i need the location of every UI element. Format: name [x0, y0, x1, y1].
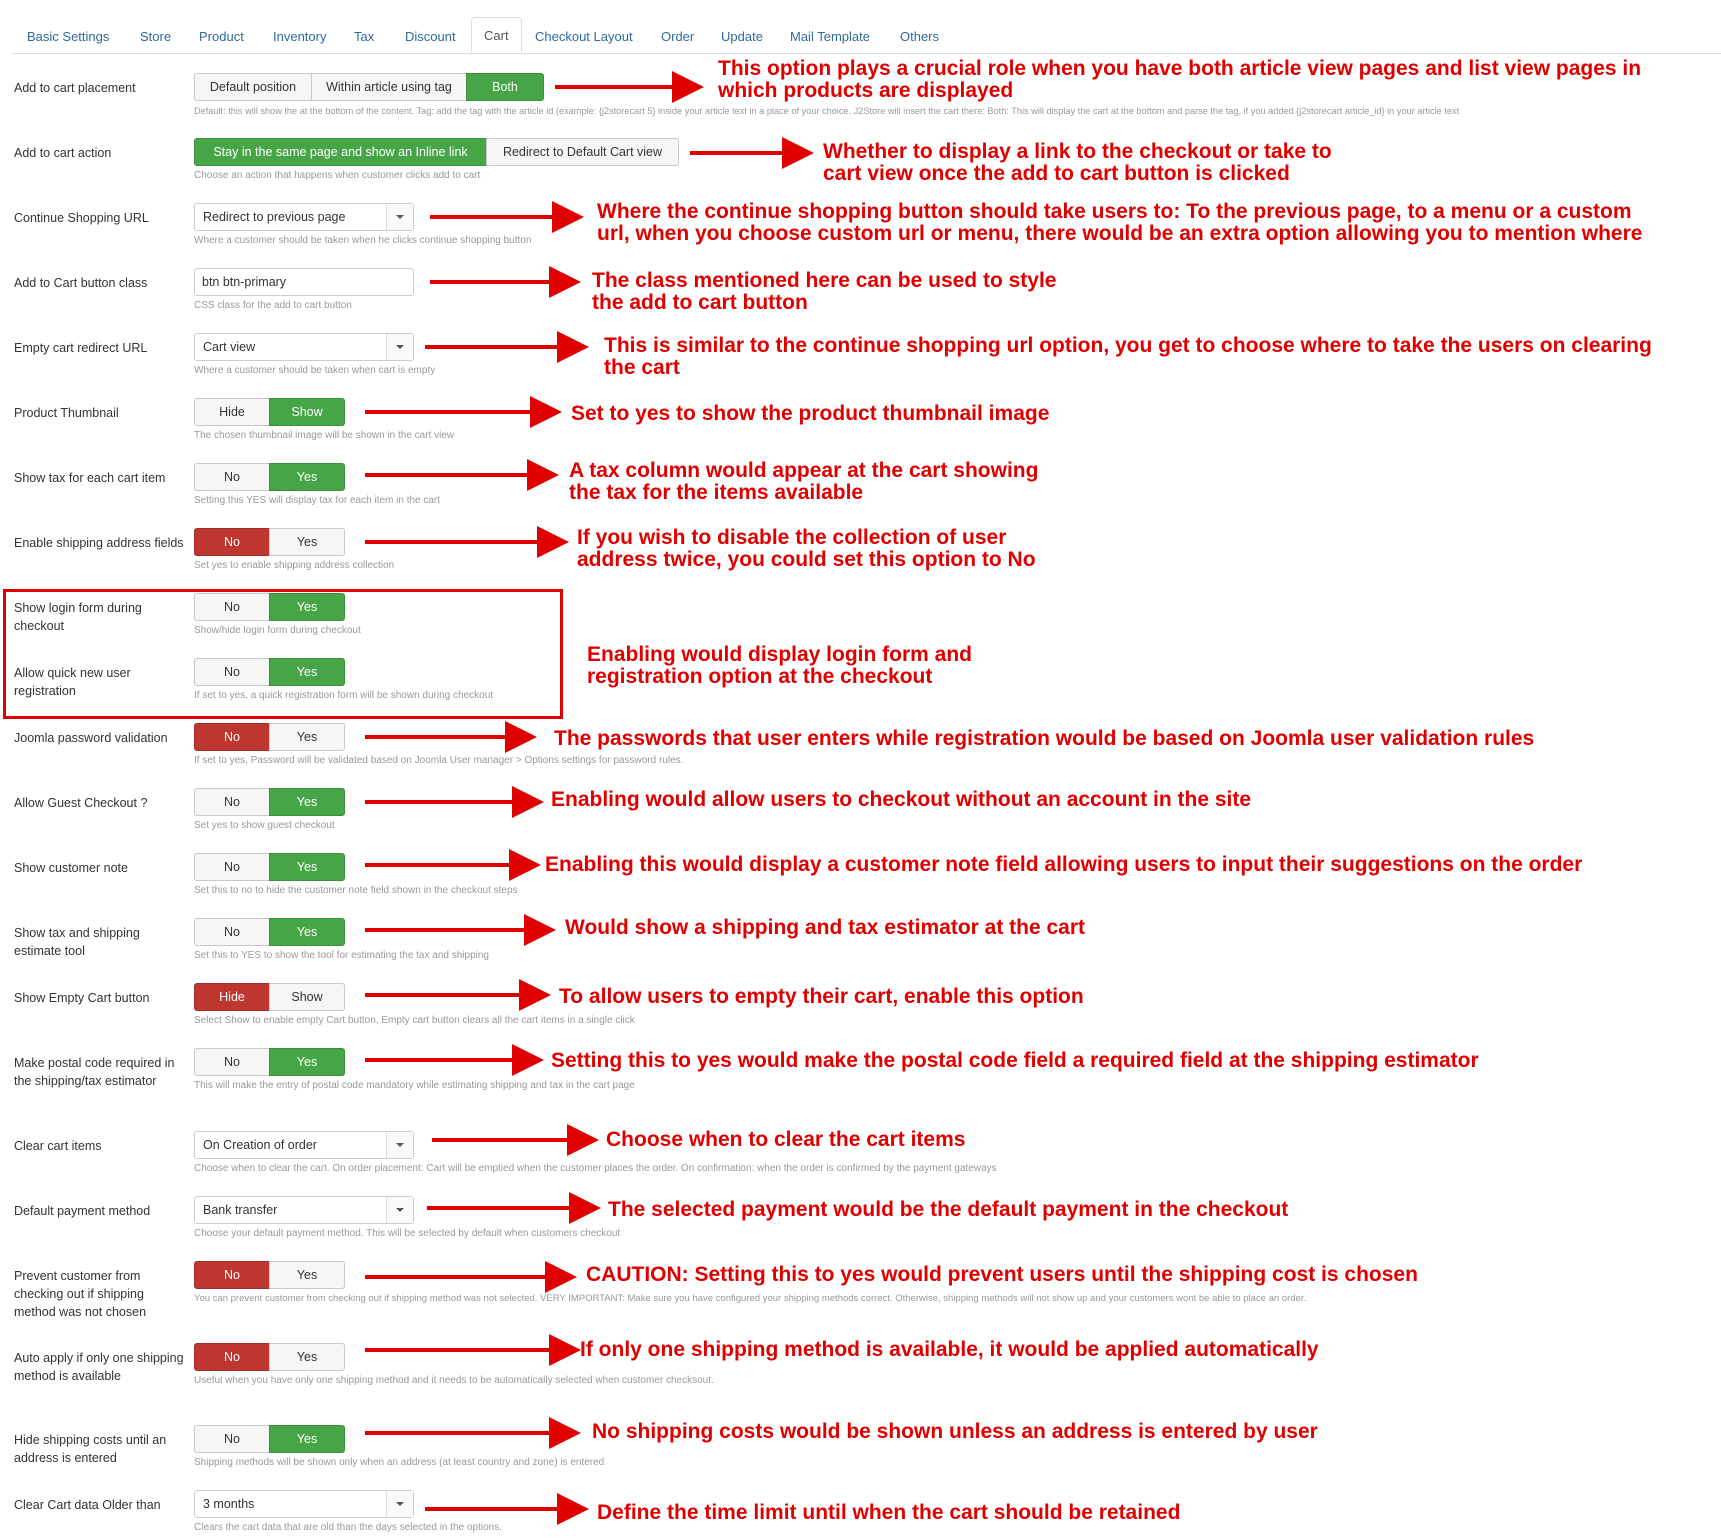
- customer-note-label: Show customer note: [14, 861, 128, 875]
- placement-help: Default: this will show the at the bottom of the content. Tag: add the tag with the article id (example: {j2storecart 5} inside your article text in a place of your choice. J2Store will insert the cart there: Both: This will display the cart at the bottom and parse the tag, if you added {j2storecart article_id} in your article text: [194, 106, 1460, 116]
- action-help: Choose an action that happens when customer clicks add to cart: [194, 170, 481, 181]
- postal-toggle: [194, 1048, 345, 1076]
- clear-older-help: Clears the cart data that are old than the days selected in the options.: [194, 1522, 502, 1533]
- joomla-pw-toggle: [194, 723, 345, 751]
- note-continue-url: Where the continue shopping button should take users to: To the previous page, to a menu or a custom url, when you choose custom url or menu, there would be an extra option allowing you to mention where: [597, 200, 1643, 245]
- note-action: Whether to display a link to the checkout or take to cart view once the add to cart button is clicked: [823, 140, 1332, 185]
- continue-url-label: Continue Shopping URL: [14, 211, 149, 225]
- empty-button-label: Show Empty Cart button: [14, 991, 150, 1005]
- hide-costs-yes-button[interactable]: Yes: [269, 1425, 345, 1453]
- note-estimator: Would show a shipping and tax estimator at the cart: [565, 916, 1086, 939]
- tax-each-toggle: [194, 463, 345, 491]
- tab-cart[interactable]: Cart: [471, 17, 522, 53]
- clear-items-label: Clear cart items: [14, 1139, 102, 1153]
- prevent-help: You can prevent customer from checking out if shipping method was not selected. VERY IMPORTANT: Make sure you have configured your shipping methods correct. Otherwise, shipping methods will not show up and your customers wont be able to place an order.: [194, 1293, 1307, 1304]
- clear-items-help: Choose when to clear the cart. On order placement: Cart will be emptied when the customer places the order. On confirmation: when the order is confirmed by the payment gateways: [194, 1163, 997, 1174]
- note-payment: The selected payment would be the default payment in the checkout: [608, 1198, 1289, 1221]
- hide-costs-help: Shipping methods will be shown only when an address (at least country and zone) is entered: [194, 1457, 605, 1468]
- auto-apply-toggle: [194, 1343, 345, 1371]
- note-joomla-pw: The passwords that user enters while registration would be based on Joomla user validation rules: [554, 727, 1535, 750]
- login-form-label: Show login form during checkout: [14, 601, 142, 633]
- clear-items-select[interactable]: [194, 1131, 414, 1159]
- chevron-down-icon: [386, 334, 413, 360]
- continue-url-help: Where a customer should be taken when he clicks continue shopping button: [194, 235, 532, 246]
- empty-redirect-help: Where a customer should be taken when cart is empty: [194, 365, 436, 376]
- highlight-box: [3, 589, 563, 719]
- payment-select[interactable]: [194, 1196, 414, 1224]
- thumbnail-hide-button[interactable]: Hide: [194, 398, 270, 426]
- hide-costs-toggle: [194, 1425, 345, 1453]
- customer-note-yes-button[interactable]: Yes: [269, 853, 345, 881]
- quick-reg-yes-button[interactable]: Yes: [269, 658, 345, 686]
- empty-redirect-label: Empty cart redirect URL: [14, 341, 148, 355]
- thumbnail-label: Product Thumbnail: [14, 406, 119, 420]
- thumbnail-help: The chosen thumbnail image will be shown in the cart view: [194, 430, 455, 441]
- login-form-no-button[interactable]: No: [194, 593, 270, 621]
- chevron-down-icon: [386, 204, 413, 230]
- postal-yes-button[interactable]: Yes: [269, 1048, 345, 1076]
- clear-older-value: 3 months: [203, 1497, 255, 1511]
- joomla-pw-yes-button[interactable]: Yes: [269, 723, 345, 751]
- auto-apply-help: Useful when you have only one shipping method and it needs to be automatically selected when customer checksout.: [194, 1375, 714, 1386]
- action-toggle: [194, 138, 679, 166]
- estimator-yes-button[interactable]: Yes: [269, 918, 345, 946]
- action-redirect-button[interactable]: Redirect to Default Cart view: [486, 138, 679, 166]
- quick-reg-help: If set to yes, a quick registration form will be shown during checkout: [194, 690, 494, 701]
- empty-button-hide-button[interactable]: Hide: [194, 983, 270, 1011]
- button-class-label: Add to Cart button class: [14, 276, 148, 290]
- note-button-class: The class mentioned here can be used to style the add to cart button: [592, 269, 1057, 314]
- postal-no-button[interactable]: No: [194, 1048, 270, 1076]
- auto-apply-label: Auto apply if only one shipping method is available: [14, 1351, 184, 1383]
- tab-update[interactable]: Update: [721, 29, 763, 44]
- tab-inventory[interactable]: Inventory: [273, 29, 327, 44]
- tax-each-help: Setting this YES will display tax for each item in the cart: [194, 495, 441, 506]
- note-postal: Setting this to yes would make the postal code field a required field at the shipping estimator: [551, 1049, 1479, 1072]
- tax-each-label: Show tax for each cart item: [14, 471, 166, 485]
- note-clear-older: Define the time limit until when the cart should be retained: [597, 1501, 1181, 1524]
- thumbnail-show-button[interactable]: Show: [269, 398, 345, 426]
- quick-reg-label: Allow quick new user registration: [14, 666, 131, 698]
- continue-url-value: Redirect to previous page: [203, 210, 346, 224]
- tab-discount[interactable]: Discount: [405, 29, 456, 44]
- note-hide-costs: No shipping costs would be shown unless an address is entered by user: [592, 1420, 1318, 1443]
- thumbnail-toggle: [194, 398, 345, 426]
- payment-value: Bank transfer: [203, 1203, 278, 1217]
- empty-redirect-value: Cart view: [203, 340, 256, 354]
- shipping-fields-toggle: [194, 528, 345, 556]
- note-auto-apply: If only one shipping method is available, it would be applied automatically: [580, 1338, 1319, 1361]
- guest-toggle: [194, 788, 345, 816]
- note-placement: This option plays a crucial role when you have both article view pages and list view pages in which products are displayed: [718, 57, 1642, 102]
- tab-store[interactable]: Store: [140, 29, 172, 44]
- prevent-label: Prevent customer from checking out if shipping method was not chosen: [14, 1269, 147, 1319]
- tab-order[interactable]: Order: [661, 29, 695, 44]
- quick-reg-no-button[interactable]: No: [194, 658, 270, 686]
- note-quick-reg: Enabling would display login form and registration option at the checkout: [587, 643, 973, 688]
- payment-help: Choose your default payment method. This will be selected by default when customers checkout: [194, 1228, 621, 1239]
- config-tabs: [12, 17, 1721, 54]
- prevent-yes-button[interactable]: Yes: [269, 1261, 345, 1289]
- note-empty-button: To allow users to empty their cart, enable this option: [559, 985, 1084, 1008]
- customer-note-help: Set this to no to hide the customer note field shown in the checkout steps: [194, 885, 518, 896]
- clear-older-select[interactable]: [194, 1490, 414, 1518]
- clear-items-value: On Creation of order: [203, 1138, 317, 1152]
- prevent-no-button[interactable]: No: [194, 1261, 270, 1289]
- tab-mail-template[interactable]: Mail Template: [790, 29, 870, 44]
- guest-no-button[interactable]: No: [194, 788, 270, 816]
- note-empty-redirect: This is similar to the continue shopping url option, you get to choose where to take the users on clearing the cart: [604, 334, 1652, 379]
- estimator-toggle: [194, 918, 345, 946]
- placement-tag-button[interactable]: Within article using tag: [311, 73, 467, 101]
- note-prevent: CAUTION: Setting this to yes would prevent users until the shipping cost is chosen: [586, 1263, 1418, 1286]
- tax-each-yes-button[interactable]: Yes: [269, 463, 345, 491]
- shipping-fields-help: Set yes to enable shipping address collection: [194, 560, 395, 571]
- guest-yes-button[interactable]: Yes: [269, 788, 345, 816]
- login-form-yes-button[interactable]: Yes: [269, 593, 345, 621]
- tab-checkout-layout[interactable]: Checkout Layout: [535, 29, 633, 44]
- joomla-pw-help: If set to yes, Password will be validated based on Joomla User manager > Options settings for password rules.: [194, 755, 684, 766]
- placement-both-button[interactable]: Both: [466, 73, 544, 101]
- button-class-help: CSS class for the add to cart button: [194, 300, 352, 311]
- payment-label: Default payment method: [14, 1204, 151, 1218]
- joomla-pw-label: Joomla password validation: [14, 731, 168, 745]
- tax-each-no-button[interactable]: No: [194, 463, 270, 491]
- auto-apply-yes-button[interactable]: Yes: [269, 1343, 345, 1371]
- shipping-fields-yes-button[interactable]: Yes: [269, 528, 345, 556]
- action-inline-button[interactable]: Stay in the same page and show an Inline link: [194, 138, 487, 166]
- auto-apply-no-button[interactable]: No: [194, 1343, 270, 1371]
- placement-label: Add to cart placement: [14, 81, 136, 95]
- empty-button-help: Select Show to enable empty Cart button, Empty cart button clears all the cart items in a single click: [194, 1015, 635, 1026]
- note-guest: Enabling would allow users to checkout without an account in the site: [551, 788, 1252, 811]
- customer-note-no-button[interactable]: No: [194, 853, 270, 881]
- estimator-label: Show tax and shipping estimate tool: [14, 926, 140, 958]
- tab-basic-settings[interactable]: Basic Settings: [27, 29, 110, 44]
- note-thumbnail: Set to yes to show the product thumbnail image: [571, 402, 1050, 425]
- note-customer-note: Enabling this would display a customer note field allowing users to input their suggestions on the order: [545, 853, 1583, 876]
- note-tax-each: A tax column would appear at the cart showing the tax for the items available: [569, 459, 1039, 504]
- shipping-fields-label: Enable shipping address fields: [14, 536, 184, 550]
- tab-others[interactable]: Others: [900, 29, 940, 44]
- tab-tax[interactable]: Tax: [354, 29, 375, 44]
- guest-label: Allow Guest Checkout ?: [14, 796, 148, 810]
- login-form-help: Show/hide login form during checkout: [194, 625, 361, 636]
- prevent-toggle: [194, 1261, 345, 1289]
- customer-note-toggle: [194, 853, 345, 881]
- shipping-fields-no-button[interactable]: No: [194, 528, 270, 556]
- guest-help: Set yes to show guest checkout: [194, 820, 335, 831]
- postal-help: This will make the entry of postal code mandatory while estimating shipping and tax in the cart page: [194, 1080, 635, 1091]
- clear-older-label: Clear Cart data Older than: [14, 1498, 161, 1512]
- placement-default-button[interactable]: Default position: [194, 73, 312, 101]
- tab-product[interactable]: Product: [199, 29, 244, 44]
- estimator-help: Set this to YES to show the tool for estimating the tax and shipping: [194, 950, 489, 961]
- action-label: Add to cart action: [14, 146, 112, 160]
- chevron-down-icon: [386, 1132, 413, 1158]
- postal-label: Make postal code required in the shipping/tax estimator: [14, 1056, 175, 1088]
- empty-button-toggle: [194, 983, 345, 1011]
- chevron-down-icon: [386, 1491, 413, 1517]
- placement-toggle: [194, 73, 544, 101]
- note-clear-items: Choose when to clear the cart items: [606, 1128, 966, 1151]
- empty-redirect-select[interactable]: [194, 333, 414, 361]
- empty-button-show-button[interactable]: Show: [269, 983, 345, 1011]
- chevron-down-icon: [386, 1197, 413, 1223]
- hide-costs-label: Hide shipping costs until an address is entered: [14, 1433, 167, 1465]
- button-class-input[interactable]: [194, 268, 414, 296]
- note-shipping-fields: If you wish to disable the collection of user address twice, you could set this option to No: [577, 526, 1036, 571]
- estimator-no-button[interactable]: No: [194, 918, 270, 946]
- hide-costs-no-button[interactable]: No: [194, 1425, 270, 1453]
- continue-url-select[interactable]: [194, 203, 414, 231]
- joomla-pw-no-button[interactable]: No: [194, 723, 270, 751]
